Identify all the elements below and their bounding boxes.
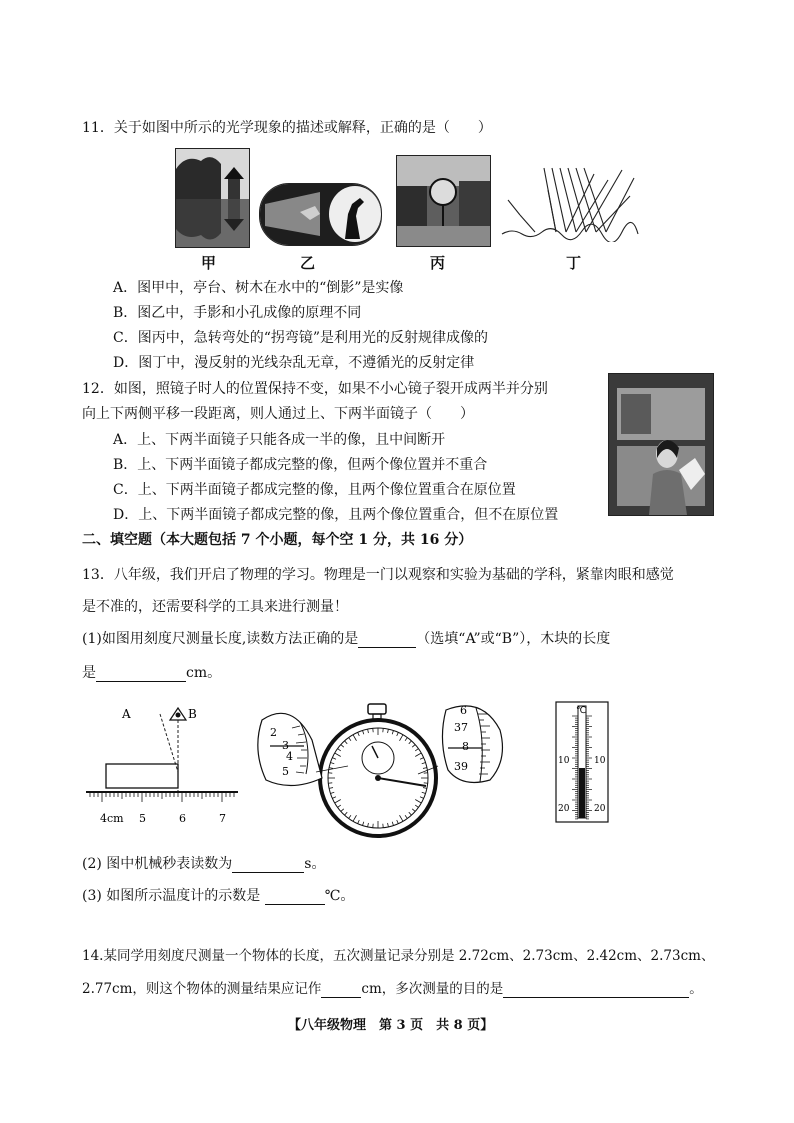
section-heading-fill-in: 二、填空题（本大题包括 7 个小题，每个空 1 分，共 16 分） (82, 532, 473, 548)
answer-blank-temperature[interactable] (265, 890, 325, 905)
stopwatch-right-tick-37: 37 (454, 721, 468, 734)
ruler-label-a: A (122, 707, 131, 721)
wooden-block (106, 764, 178, 788)
thermometer-right-tick-10: 10 (594, 756, 606, 766)
q13-part1-line (82, 630, 610, 648)
q13-part1-text-b: （选填“A”或“B”），木块的长度 (416, 631, 611, 647)
q11-option-a: A．图甲中，亭台、树木在水中的“倒影”是实像 (113, 280, 404, 296)
q13-part2-text-a: (2) 图中机械秒表读数为 (82, 856, 233, 872)
ruler-label-b: B (188, 707, 197, 721)
figure-bing-curve-mirror-photo (396, 155, 491, 247)
caption-yi: 乙 (300, 254, 316, 272)
stopwatch-left-tick-5: 5 (282, 765, 289, 778)
caption-jia: 甲 (201, 254, 217, 272)
figure-ding-diffuse-reflection-diagram (500, 160, 640, 242)
thermometer-left-tick-20: 20 (558, 804, 570, 814)
q13-part1-line2 (82, 664, 221, 682)
figure-thermometer (552, 700, 612, 826)
q13-part3-text-b: ℃。 (324, 888, 355, 904)
q14-line2 (82, 980, 703, 998)
answer-blank-measurement-result[interactable] (321, 983, 361, 998)
q13-part1-text-a: (1)如图用刻度尺测量长度,读数方法正确的是 (82, 631, 359, 647)
answer-blank-purpose[interactable] (503, 983, 689, 998)
q11-option-d: D．图丁中，漫反射的光线杂乱无章，不遵循光的反射定律 (113, 355, 475, 371)
stopwatch-left-tick-4: 4 (286, 750, 293, 763)
q12-option-d: D．上、下两半面镜子都成完整的像，且两个像位置重合，但不在原位置 (113, 507, 559, 523)
thermometer-unit: ℃ (576, 706, 587, 716)
q13-part1-text-c: 是 (82, 665, 96, 681)
thermometer-right-tick-20: 20 (594, 804, 606, 814)
stopwatch-left-tick-3: 3 (282, 739, 289, 752)
caption-bing: 丙 (430, 254, 446, 272)
figure-yi-hand-shadow-photo (259, 183, 382, 246)
stopwatch-right-tick-39: 39 (454, 760, 468, 773)
ruler-tick-7: 7 (219, 812, 226, 825)
q14-text-b: cm，多次测量的目的是 (361, 981, 504, 997)
stopwatch-right-tick-6: 6 (460, 704, 467, 717)
q11-option-c: C．图丙中，急转弯处的“拐弯镜”是利用光的反射规律成像的 (113, 330, 489, 346)
figure-stopwatch (252, 700, 512, 840)
answer-blank-block-length[interactable] (96, 667, 186, 682)
answer-blank-reading-method[interactable] (358, 633, 416, 648)
q13-part1-text-d: cm。 (186, 665, 222, 681)
q12-option-b: B．上、下两半面镜子都成完整的像，但两个像位置并不重合 (113, 457, 488, 473)
figure-jia-pavilion-photo (175, 148, 250, 248)
ruler-tick-6: 6 (179, 812, 186, 825)
q13-intro-line2: 是不准的，还需要科学的工具来进行测量！ (82, 599, 348, 615)
figure-ruler-measurement (82, 700, 242, 828)
q14-text-c: 。 (689, 981, 703, 997)
stopwatch-left-tick-2: 2 (270, 726, 277, 739)
q13-intro-line1: 13．八年级，我们开启了物理的学习。物理是一门以观察和实验为基础的学科，紧靠肉眼和感觉 (82, 567, 674, 583)
q13-part2-text-b: s。 (304, 856, 326, 872)
q11-option-b: B．图乙中，手影和小孔成像的原理不同 (113, 305, 362, 321)
q12-option-a: A．上、下两半面镜子只能各成一半的像，且中间断开 (113, 432, 446, 448)
answer-blank-stopwatch-reading[interactable] (232, 858, 304, 873)
q13-part3-text-a: (3) 如图所示温度计的示数是 (82, 888, 261, 904)
figure-mirror-photo (608, 373, 714, 516)
q12-option-c: C．上、下两半面镜子都成完整的像，且两个像位置重合在原位置 (113, 482, 516, 498)
q13-part2-line (82, 855, 325, 873)
ruler-tick-4cm: 4cm (100, 812, 124, 825)
q12-stem-line2: 向上下两侧平移一段距离，则人通过上、下两半面镜子（ ） (82, 406, 474, 422)
q14-line1: 14.某同学用刻度尺测量一个物体的长度，五次测量记录分别是 2.72cm、2.73cm、2.42cm、2.73cm、 (82, 948, 715, 964)
stopwatch-right-tick-8: 8 (462, 740, 469, 753)
page-footer: 【八年级物理 第 3 页 共 8 页】 (288, 1018, 494, 1033)
thermometer-left-tick-10: 10 (558, 756, 570, 766)
ruler-tick-5: 5 (139, 812, 146, 825)
q13-part3-line (82, 887, 354, 905)
q12-stem-line1: 12．如图，照镜子时人的位置保持不变，如果不小心镜子裂开成两半并分别 (82, 381, 548, 397)
q14-text-a: 2.77cm，则这个物体的测量结果应记作 (82, 981, 322, 997)
caption-ding: 丁 (566, 254, 582, 272)
q11-stem: 11．关于如图中所示的光学现象的描述或解释，正确的是（ ） (82, 120, 492, 136)
